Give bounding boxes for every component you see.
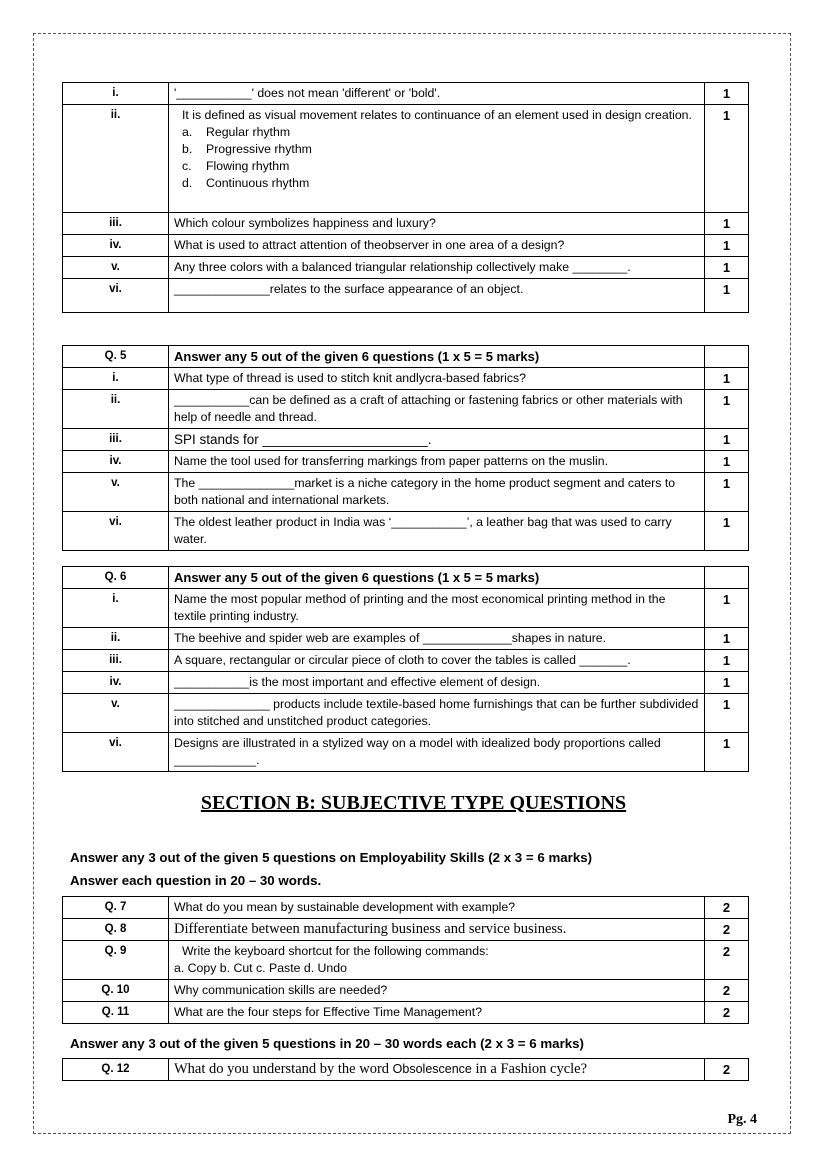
table-row xyxy=(63,451,749,473)
row-number: vi. xyxy=(63,279,169,313)
marks: 1 xyxy=(705,694,749,733)
marks: 2 xyxy=(705,919,749,941)
table-row xyxy=(63,368,749,390)
marks: 1 xyxy=(705,451,749,473)
question-text: Any three colors with a balanced triangular relationship collectively make ________. xyxy=(169,257,705,279)
marks: 2 xyxy=(705,1002,749,1024)
question-text: What are the four steps for Effective Time Management? xyxy=(169,1002,705,1024)
table-row xyxy=(63,213,749,235)
marks: 1 xyxy=(705,83,749,105)
subject-table xyxy=(62,1058,749,1081)
question-text: What do you understand by the word Obsolescence in a Fashion cycle? xyxy=(169,1059,705,1081)
table-row xyxy=(63,628,749,650)
table-row xyxy=(63,589,749,628)
question-text: Name the most popular method of printing and the most economical printing method in the textile printing industry. xyxy=(169,589,705,628)
page-number: Pg. 4 xyxy=(727,1112,757,1127)
marks: 2 xyxy=(705,897,749,919)
marks: 1 xyxy=(705,235,749,257)
marks: 1 xyxy=(705,628,749,650)
table-row xyxy=(63,897,749,919)
table-row xyxy=(63,1002,749,1024)
marks: 1 xyxy=(705,213,749,235)
marks: 1 xyxy=(705,512,749,551)
question-text: The oldest leather product in India was ‘___________’, a leather bag that was used to carry water. xyxy=(169,512,705,551)
question-text: It is defined as visual movement relates to continuance of an element used in design creation. xyxy=(182,108,692,122)
instruction-word-limit: Answer each question in 20 – 30 words. xyxy=(70,873,322,888)
question-heading: Answer any 5 out of the given 6 questions (1 x 5 = 5 marks) xyxy=(169,346,705,368)
question-number: Q. 10 xyxy=(63,980,169,1002)
table-row xyxy=(63,1059,749,1081)
question-number: Q. 5 xyxy=(63,346,169,368)
row-number: ii. xyxy=(63,105,169,213)
q5-table xyxy=(62,345,749,551)
marks: 1 xyxy=(705,279,749,313)
option-c: c. Flowing rhythm xyxy=(182,159,290,173)
question-number: Q. 11 xyxy=(63,1002,169,1024)
row-number: iii. xyxy=(63,213,169,235)
question-text: Which colour symbolizes happiness and luxury? xyxy=(169,213,705,235)
question-text: What do you mean by sustainable development with example? xyxy=(169,897,705,919)
marks: 1 xyxy=(705,473,749,512)
table-row xyxy=(63,83,749,105)
marks: 1 xyxy=(705,650,749,672)
question-text: Differentiate between manufacturing business and service business. xyxy=(169,919,705,941)
question-subparts: a. Copy b. Cut c. Paste d. Undo xyxy=(174,961,347,975)
question-text: ___________is the most important and effective element of design. xyxy=(169,672,705,694)
option-d: d. Continuous rhythm xyxy=(182,176,310,190)
table-row xyxy=(63,694,749,733)
marks: 1 xyxy=(705,368,749,390)
question-text: ______________ products include textile-based home furnishings that can be further subdivided into stitched and unstitched product categories. xyxy=(169,694,705,733)
question-text: Designs are illustrated in a stylized way on a model with idealized body proportions called ____________. xyxy=(169,733,705,772)
table-row xyxy=(63,473,749,512)
row-number: ii. xyxy=(63,628,169,650)
question-text: SPI stands for ______________________. xyxy=(169,429,705,451)
table-row xyxy=(63,512,749,551)
marks: 1 xyxy=(705,589,749,628)
table-row xyxy=(63,672,749,694)
marks xyxy=(705,346,749,368)
question-number: Q. 9 xyxy=(63,941,169,980)
question-heading: Answer any 5 out of the given 6 questions (1 x 5 = 5 marks) xyxy=(169,567,705,589)
row-number: v. xyxy=(63,473,169,512)
question-text: The beehive and spider web are examples of _____________shapes in nature. xyxy=(169,628,705,650)
table-row xyxy=(63,257,749,279)
question-text: The ______________market is a niche category in the home product segment and caters to both national and international markets. xyxy=(169,473,705,512)
marks: 1 xyxy=(705,105,749,213)
row-number: vi. xyxy=(63,512,169,551)
table-row xyxy=(63,941,749,980)
q4-continued-table xyxy=(62,82,749,313)
q6-table xyxy=(62,566,749,772)
row-number: vi. xyxy=(63,733,169,772)
question-text: What type of thread is used to stitch knit andlycra-based fabrics? xyxy=(169,368,705,390)
question-text: Why communication skills are needed? xyxy=(169,980,705,1002)
row-number: iii. xyxy=(63,650,169,672)
marks: 2 xyxy=(705,941,749,980)
row-number: i. xyxy=(63,83,169,105)
table-row xyxy=(63,105,749,213)
question-text: '___________' does not mean 'different' or 'bold'. xyxy=(169,83,705,105)
question-text: What is used to attract attention of theobserver in one area of a design? xyxy=(169,235,705,257)
question-number: Q. 6 xyxy=(63,567,169,589)
row-number: iv. xyxy=(63,235,169,257)
row-number: ii. xyxy=(63,390,169,429)
row-number: iii. xyxy=(63,429,169,451)
table-row xyxy=(63,650,749,672)
question-number: Q. 7 xyxy=(63,897,169,919)
row-number: iv. xyxy=(63,672,169,694)
question-number: Q. 8 xyxy=(63,919,169,941)
marks: 2 xyxy=(705,980,749,1002)
option-b: b. Progressive rhythm xyxy=(182,142,312,156)
row-number: iv. xyxy=(63,451,169,473)
marks xyxy=(705,567,749,589)
question-text: ______________relates to the surface appearance of an object. xyxy=(169,279,705,313)
table-row xyxy=(63,733,749,772)
row-number: i. xyxy=(63,368,169,390)
table-row xyxy=(63,279,749,313)
question-text: Write the keyboard shortcut for the following commands: xyxy=(182,944,489,958)
instruction-subject: Answer any 3 out of the given 5 questions in 20 – 30 words each (2 x 3 = 6 marks) xyxy=(70,1036,584,1051)
employability-table xyxy=(62,896,749,1024)
table-row xyxy=(63,980,749,1002)
row-number: v. xyxy=(63,257,169,279)
section-b-title: SECTION B: SUBJECTIVE TYPE QUESTIONS xyxy=(200,792,627,814)
table-row xyxy=(63,390,749,429)
marks: 1 xyxy=(705,733,749,772)
row-number: v. xyxy=(63,694,169,733)
question-number: Q. 12 xyxy=(63,1059,169,1081)
marks: 1 xyxy=(705,672,749,694)
instruction-employability: Answer any 3 out of the given 5 questions on Employability Skills (2 x 3 = 6 marks) xyxy=(70,850,593,865)
table-row xyxy=(63,235,749,257)
question-text: ___________can be defined as a craft of attaching or fastening fabrics or other materials with help of needle and thread. xyxy=(169,390,705,429)
table-header-row xyxy=(63,567,749,589)
marks: 1 xyxy=(705,390,749,429)
question-text: Name the tool used for transferring markings from paper patterns on the muslin. xyxy=(169,451,705,473)
table-header-row xyxy=(63,346,749,368)
marks: 2 xyxy=(705,1059,749,1081)
marks: 1 xyxy=(705,429,749,451)
row-number: i. xyxy=(63,589,169,628)
table-row xyxy=(63,429,749,451)
option-a: a. Regular rhythm xyxy=(182,125,291,139)
question-text: A square, rectangular or circular piece of cloth to cover the tables is called _______. xyxy=(169,650,705,672)
table-row xyxy=(63,919,749,941)
marks: 1 xyxy=(705,257,749,279)
